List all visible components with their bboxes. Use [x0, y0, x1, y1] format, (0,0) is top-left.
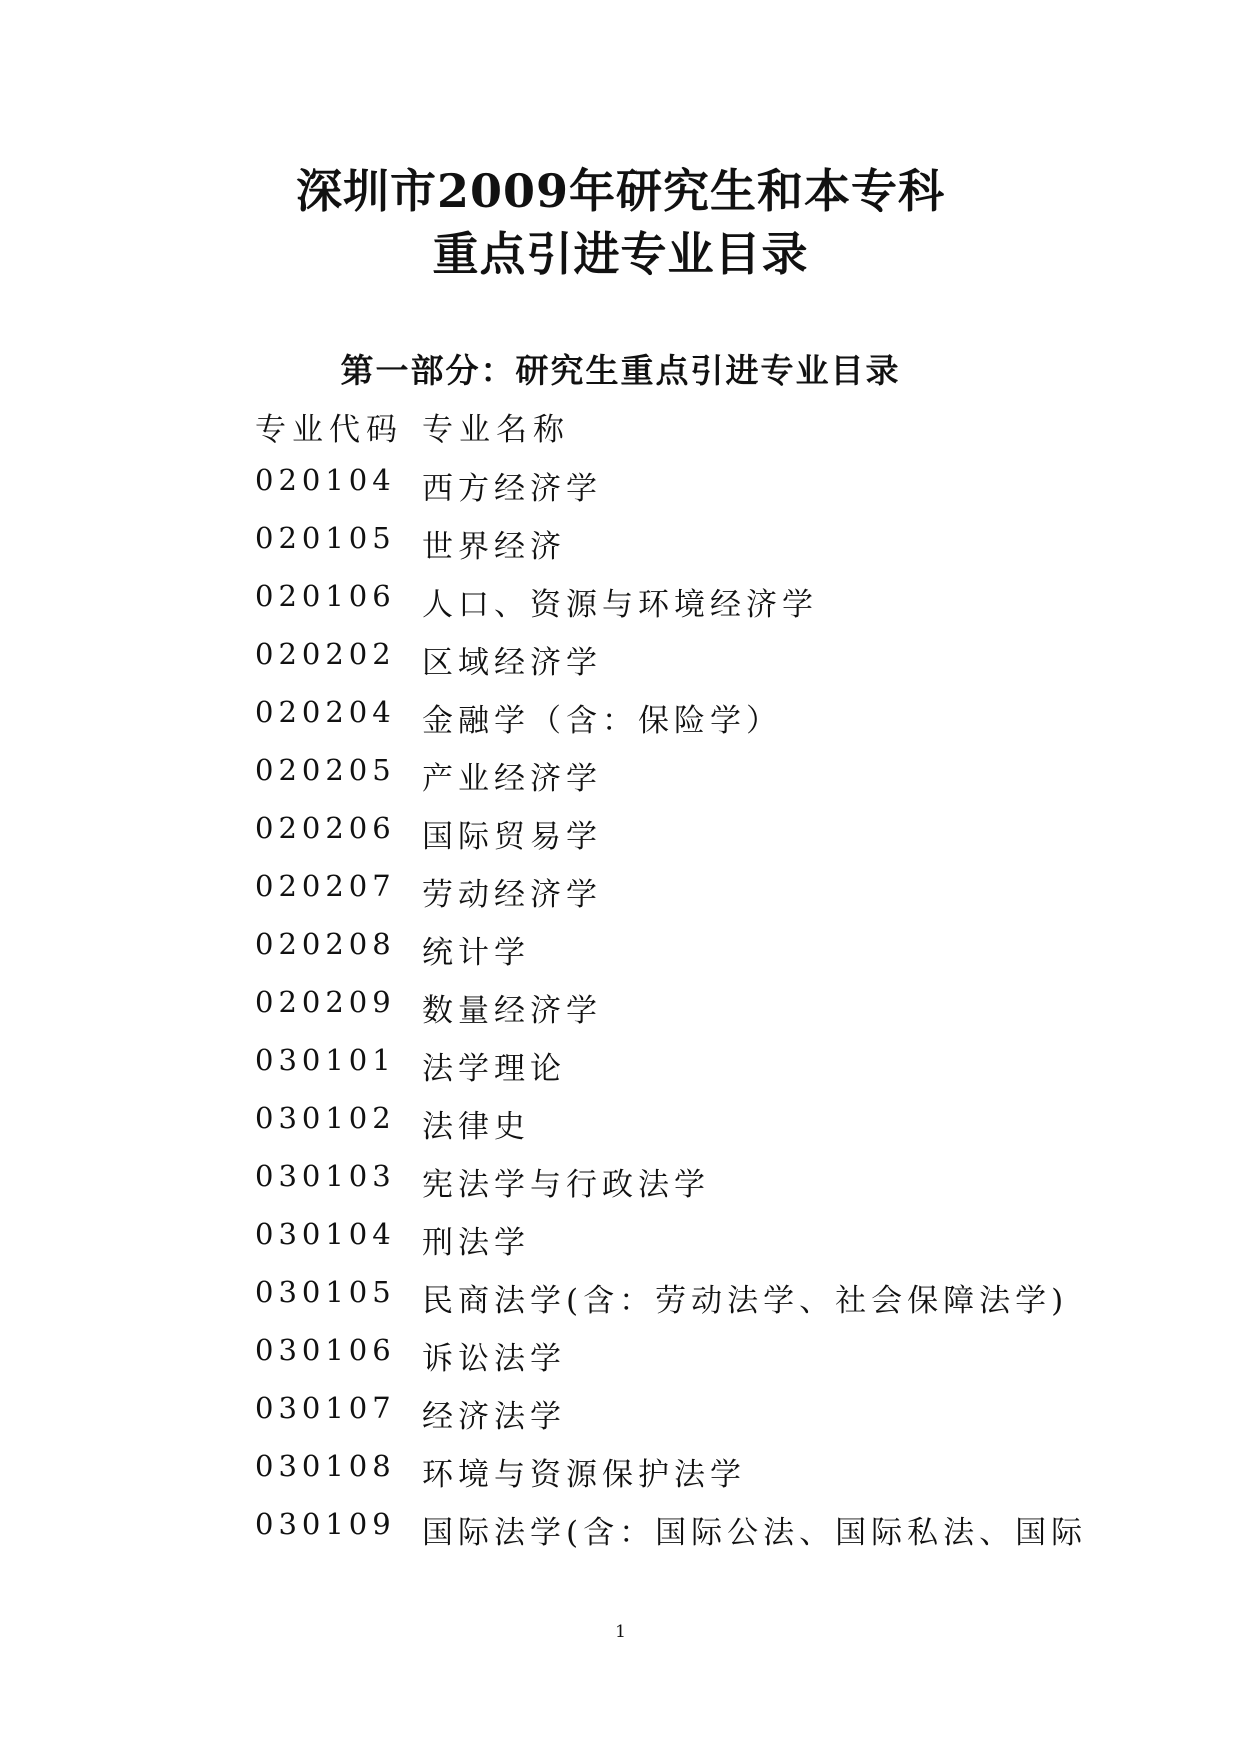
major-code: 020207	[255, 869, 396, 903]
section-heading: 第一部分：研究生重点引进专业目录	[340, 351, 901, 390]
major-code: 030108	[255, 1449, 396, 1483]
major-code: 030105	[255, 1275, 396, 1309]
major-name: 统计学	[422, 935, 530, 971]
document-title-line-2: 重点引进专业目录	[432, 227, 809, 281]
list-item	[0, 1507, 1241, 1565]
list-item	[0, 1449, 1241, 1507]
list-item	[0, 985, 1241, 1043]
major-name: 法律史	[422, 1109, 530, 1145]
major-code: 020106	[255, 579, 396, 613]
major-code: 020206	[255, 811, 396, 845]
major-name: 金融学（含：保险学）	[422, 703, 782, 739]
major-code: 020104	[255, 463, 396, 497]
column-header-name: 专业名称	[422, 412, 570, 448]
major-name: 刑法学	[422, 1225, 530, 1261]
list-item	[0, 637, 1241, 695]
major-name: 西方经济学	[422, 471, 602, 507]
major-name: 诉讼法学	[422, 1341, 566, 1377]
major-name: 法学理论	[422, 1051, 566, 1087]
major-name: 民商法学(含：劳动法学、社会保障法学)	[422, 1283, 1069, 1319]
column-header-code: 专业代码	[255, 412, 403, 448]
document-title-line-1: 深圳市2009年研究生和本专科	[295, 164, 946, 218]
major-list	[0, 463, 1241, 1565]
list-item	[0, 521, 1241, 579]
major-code: 020209	[255, 985, 396, 1019]
major-name: 数量经济学	[422, 993, 602, 1029]
major-code: 030106	[255, 1333, 396, 1367]
list-item	[0, 463, 1241, 521]
major-name: 环境与资源保护法学	[422, 1457, 746, 1493]
list-item	[0, 811, 1241, 869]
major-code: 030101	[255, 1043, 396, 1077]
list-item	[0, 1275, 1241, 1333]
list-item	[0, 1217, 1241, 1275]
major-code: 020105	[255, 521, 396, 555]
list-item	[0, 753, 1241, 811]
major-code: 030107	[255, 1391, 396, 1425]
major-name: 产业经济学	[422, 761, 602, 797]
major-code: 020205	[255, 753, 396, 787]
major-code: 030109	[255, 1507, 396, 1541]
major-name: 劳动经济学	[422, 877, 602, 913]
major-name: 人口、资源与环境经济学	[422, 587, 818, 623]
major-name: 区域经济学	[422, 645, 602, 681]
list-item	[0, 927, 1241, 985]
major-name: 宪法学与行政法学	[422, 1167, 710, 1203]
list-item	[0, 1333, 1241, 1391]
major-code: 020204	[255, 695, 396, 729]
major-name: 国际贸易学	[422, 819, 602, 855]
major-name: 世界经济	[422, 529, 566, 565]
page-number: 1	[615, 1622, 626, 1642]
major-code: 030102	[255, 1101, 396, 1135]
list-item	[0, 1101, 1241, 1159]
list-item	[0, 1043, 1241, 1101]
major-name: 国际法学(含：国际公法、国际私法、国际	[422, 1515, 1088, 1551]
list-item	[0, 1391, 1241, 1449]
major-code: 020202	[255, 637, 396, 671]
list-item	[0, 579, 1241, 637]
major-code: 030104	[255, 1217, 396, 1251]
list-item	[0, 695, 1241, 753]
major-code: 030103	[255, 1159, 396, 1193]
major-code: 020208	[255, 927, 396, 961]
list-item	[0, 869, 1241, 927]
major-name: 经济法学	[422, 1399, 566, 1435]
list-item	[0, 1159, 1241, 1217]
